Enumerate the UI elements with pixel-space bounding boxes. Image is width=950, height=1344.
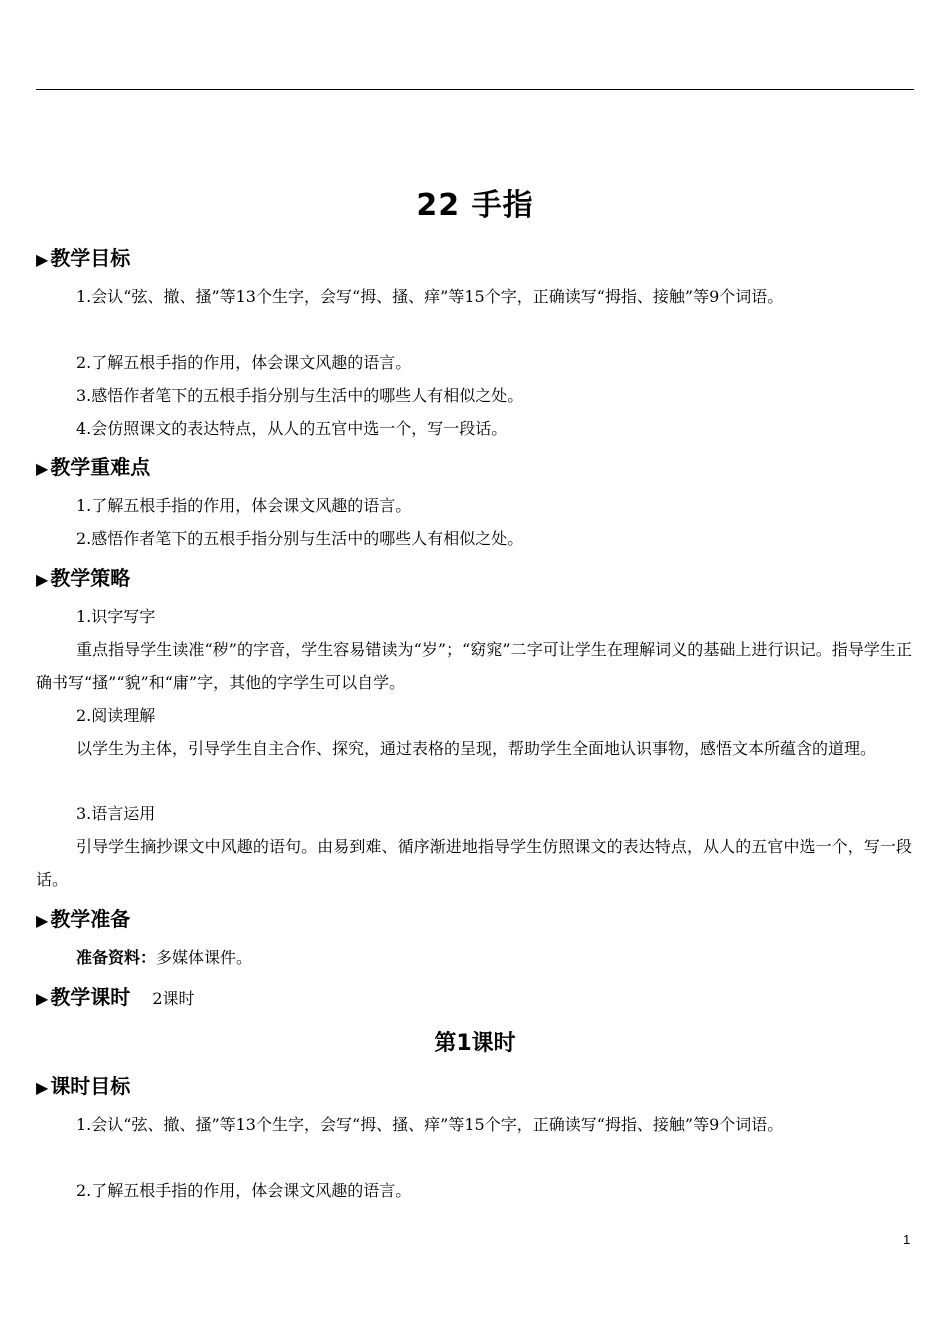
section-heading-label: 教学目标 (50, 246, 131, 270)
keypoint-item: 2.感悟作者笔下的五根手指分别与生活中的哪些人有相似之处。 (76, 529, 524, 548)
strategy-label: 3.语言运用 (76, 804, 156, 823)
strategy-label: 1.识字写字 (76, 607, 156, 626)
keypoint-item: 1.了解五根手指的作用，体会课文风趣的语言。 (76, 496, 412, 515)
section-heading-label: 教学重难点 (50, 455, 151, 479)
section-heading-label: 课时目标 (50, 1074, 131, 1098)
page-title: 22 手指 (416, 188, 534, 223)
strategy-text: 以学生为主体，引导学生自主合作、探究，通过表格的呈现，帮助学生全面地认识事物，感悟文本所蕴含的道理。 (76, 739, 877, 758)
strategy-text: 引导学生摘抄课文中风趣的语句。由易到难、循序渐进地指导学生仿照课文的表达特点，从人的五官中选一个，写一段话。 (36, 837, 912, 889)
triangle-right-icon: ▶ (36, 1078, 49, 1097)
section-heading-keypoints (36, 451, 150, 480)
goal-item: 3.感悟作者笔下的五根手指分别与生活中的哪些人有相似之处。 (76, 386, 524, 405)
strategy-label: 2.阅读理解 (76, 706, 156, 725)
section-heading-prep (36, 903, 130, 932)
triangle-right-icon: ▶ (36, 459, 49, 478)
lesson-title: 第1课时 (434, 1031, 516, 1056)
prep-text: 多媒体课件。 (156, 948, 253, 967)
goal-item: 4.会仿照课文的表达特点，从人的五官中选一个，写一段话。 (76, 419, 508, 438)
section-heading-label: 教学策略 (50, 566, 131, 590)
prep-line (36, 941, 912, 974)
section-heading-strategy (36, 562, 130, 591)
section-heading-hours (36, 981, 195, 1010)
triangle-right-icon: ▶ (36, 989, 49, 1008)
header-rule (36, 89, 914, 90)
hours-value: 2课时 (152, 989, 195, 1008)
section-heading-lesson-goals (36, 1070, 130, 1099)
section-heading-label: 教学准备 (50, 907, 131, 931)
triangle-right-icon: ▶ (36, 911, 49, 930)
lesson-goal-item: 1.会认“弦、撤、搔”等13个生字，会写“拇、搔、痒”等15个字，正确读写“拇指、接触”等9个词语。 (76, 1115, 784, 1134)
page-number: 1 (903, 1232, 911, 1247)
section-heading-label: 教学课时 (50, 985, 131, 1009)
goal-item: 1.会认“弦、撤、搔”等13个生字，会写“拇、搔、痒”等15个字，正确读写“拇指、接触”等9个词语。 (76, 287, 784, 306)
goal-item: 2.了解五根手指的作用，体会课文风趣的语言。 (76, 353, 412, 372)
prep-label: 准备资料： (76, 948, 157, 967)
triangle-right-icon: ▶ (36, 250, 49, 269)
triangle-right-icon: ▶ (36, 570, 49, 589)
section-heading-goals (36, 242, 130, 271)
strategy-text: 重点指导学生读准“秽”的字音，学生容易错读为“岁”；“窈窕”二字可让学生在理解词义的基础上进行识记。指导学生正确书写“搔”“貌”和“庸”字，其他的字学生可以自学。 (36, 640, 912, 692)
lesson-goal-item: 2.了解五根手指的作用，体会课文风趣的语言。 (76, 1181, 412, 1200)
